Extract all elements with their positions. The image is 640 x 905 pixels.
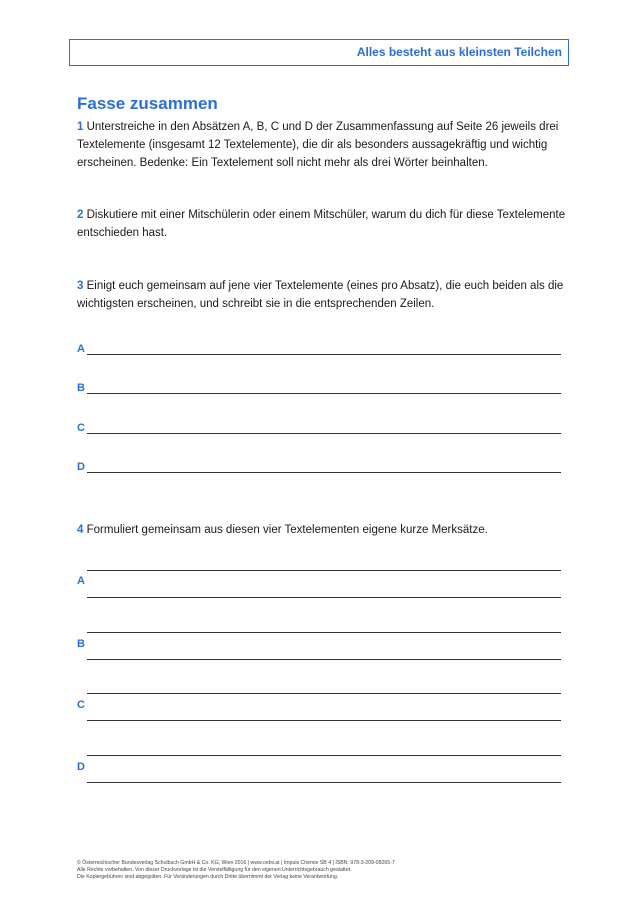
task-4	[77, 521, 567, 539]
answer-line-b[interactable]	[77, 380, 561, 394]
task-3	[77, 277, 567, 313]
merksatz-line[interactable]	[87, 597, 561, 598]
task-1	[77, 118, 567, 172]
page-title: Fasse zusammen	[77, 94, 218, 113]
task-number: 4	[77, 524, 84, 536]
task-text: Einigt euch gemeinsam auf jene vier Textelemente (eines pro Absatz), die euch beiden als die wichtigsten erscheinen, und schreibt sie in die entsprechenden Zeilen.	[77, 280, 564, 310]
header-title: Alles besteht aus kleinsten Teilchen	[356, 45, 562, 59]
merksatz-letter: A	[77, 575, 85, 587]
merksatz-line[interactable]	[87, 755, 561, 756]
answer-line-d[interactable]	[77, 459, 561, 473]
merksatz-line[interactable]	[87, 570, 561, 571]
answer-letter: A	[77, 343, 85, 355]
task-number: 1	[77, 121, 84, 133]
footer-line: Die Kopiergebühren sind abgegolten. Für Veränderungen durch Dritte übernimmt der Verlag keine Verantwortung.	[77, 874, 339, 880]
merksatz-letter: C	[77, 699, 85, 711]
writing-line	[87, 472, 561, 473]
task-number: 2	[77, 209, 84, 221]
task-number: 3	[77, 280, 84, 292]
merksatz-line[interactable]	[87, 693, 561, 694]
footer-line: Alle Rechte vorbehalten. Von dieser Druckvorlage ist die Vervielfältigung für den eigenen Unterrichtsgebrauch gestattet.	[77, 867, 352, 873]
merksatz-line[interactable]	[87, 632, 561, 633]
answer-letter: C	[77, 422, 85, 434]
footer-line: © Österreichischer Bundesverlag Schulbuch GmbH & Co. KG, Wien 2016 | www.oebv.at | Impuls Chemie SB 4 | ISBN: 978-3-209-08265-7	[77, 860, 395, 866]
merksatz-letter: B	[77, 638, 85, 650]
header-box	[69, 39, 569, 66]
task-text: Formuliert gemeinsam aus diesen vier Textelementen eigene kurze Merksätze.	[86, 524, 488, 536]
merksatz-letter: D	[77, 761, 85, 773]
writing-line	[87, 354, 561, 355]
answer-line-c[interactable]	[77, 420, 561, 434]
task-text: Unterstreiche in den Absätzen A, B, C und D der Zusammenfassung auf Seite 26 jeweils drei Textelemente (insgesamt 12 Textelemente), die dir als besonders aussagekräftig und wichtig erscheinen. Bedenke: Ein Textelement soll nicht mehr als drei Wörter beinhalten.	[77, 121, 559, 169]
answer-letter: B	[77, 382, 85, 394]
writing-line	[87, 433, 561, 434]
writing-line	[87, 393, 561, 394]
task-text: Diskutiere mit einer Mitschülerin oder einem Mitschüler, warum du dich für diese Textelemente entschieden hast.	[77, 209, 566, 239]
merksatz-line[interactable]	[87, 720, 561, 721]
merksatz-line[interactable]	[87, 782, 561, 783]
footer	[77, 860, 395, 881]
answer-line-a[interactable]	[77, 341, 561, 355]
answer-letter: D	[77, 461, 85, 473]
merksatz-line[interactable]	[87, 659, 561, 660]
task-2	[77, 206, 567, 242]
